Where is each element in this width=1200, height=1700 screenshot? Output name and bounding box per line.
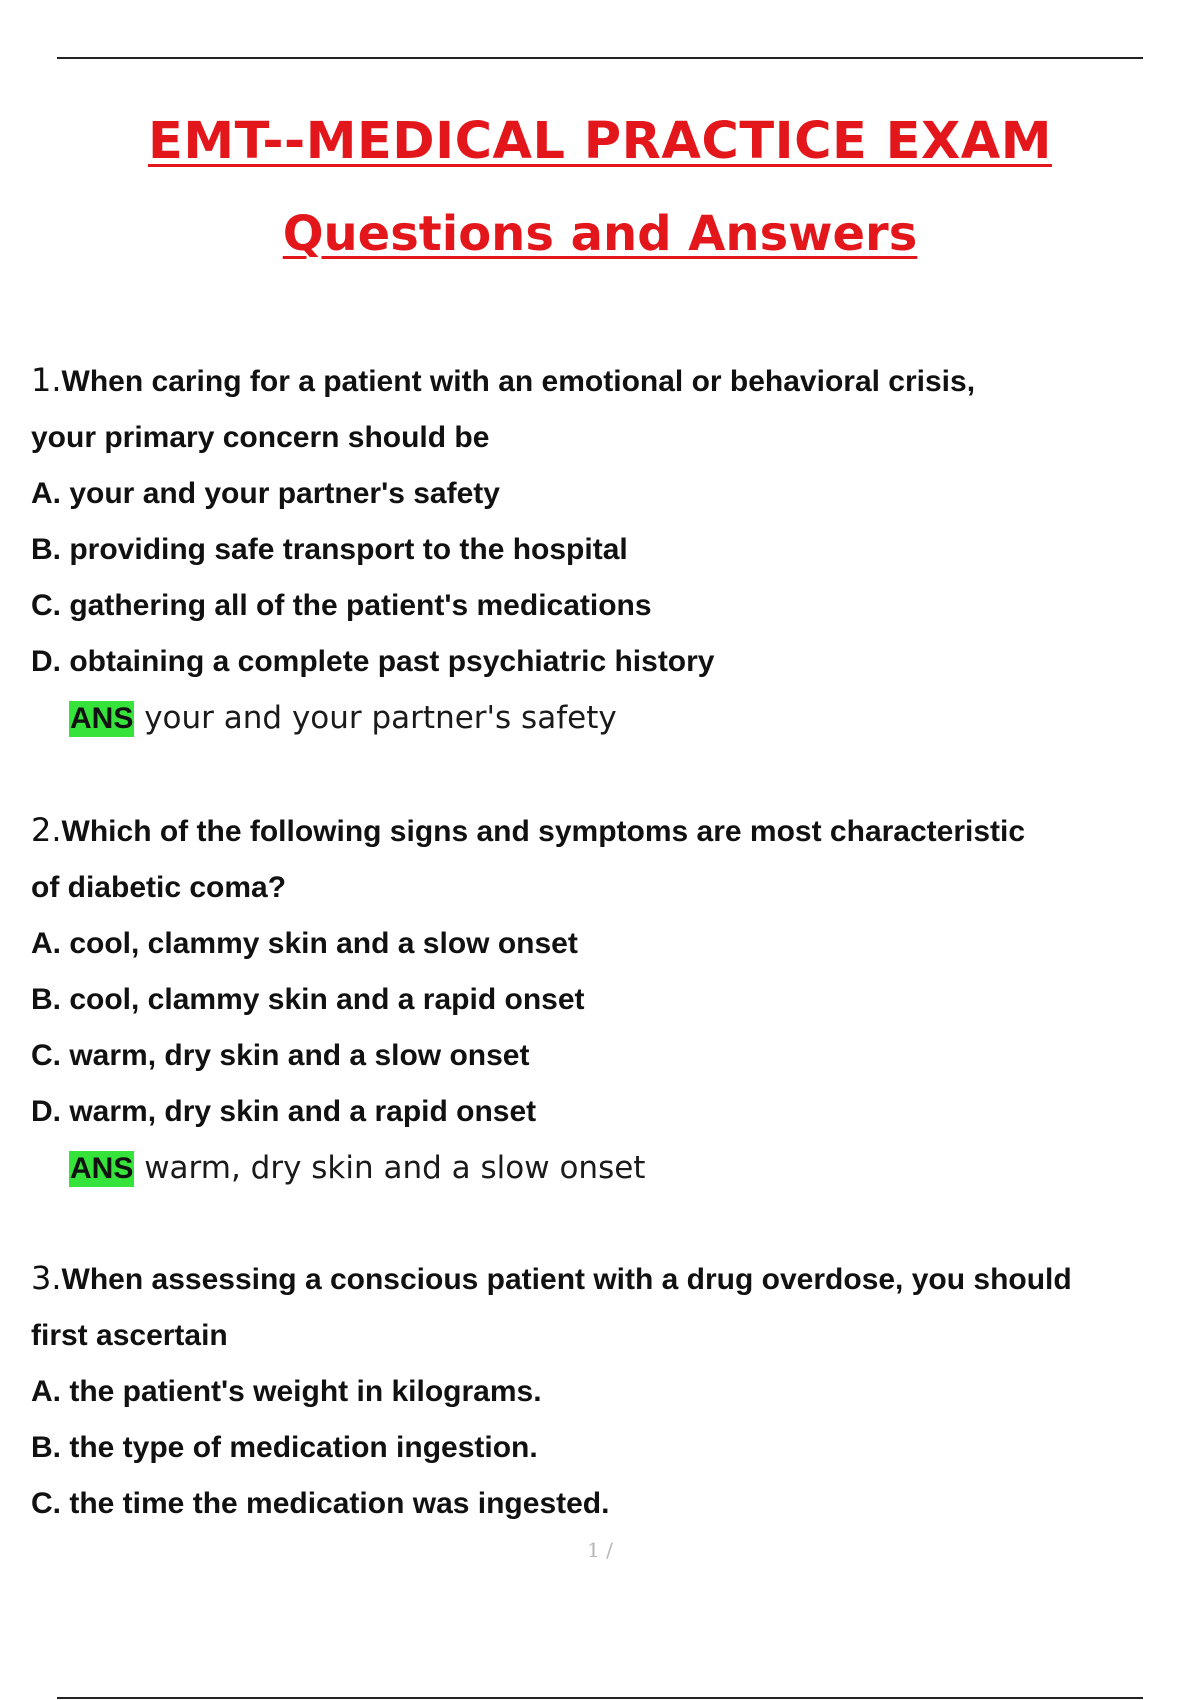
- question-line-2: of diabetic coma?: [31, 871, 287, 904]
- question-1: [31, 352, 1181, 746]
- option-c: [31, 1476, 1181, 1532]
- option-letter: D.: [31, 645, 61, 678]
- option-letter: A.: [31, 477, 61, 510]
- question-number: 2.: [31, 811, 62, 849]
- option-c: [31, 1028, 1181, 1084]
- answer-text: warm, dry skin and a slow onset: [144, 1150, 646, 1186]
- question-line-1: Which of the following signs and symptoms are most characteristic: [61, 815, 1026, 848]
- answer-badge: ANS: [70, 1152, 134, 1185]
- question-2: [31, 802, 1181, 1196]
- question-number: 3.: [31, 1259, 62, 1297]
- page-title: EMT--MEDICAL PRACTICE EXAM: [148, 112, 1052, 171]
- option-letter: B.: [31, 983, 61, 1016]
- question-text: [31, 352, 1181, 410]
- option-letter: A.: [31, 1375, 61, 1408]
- answer-line: [31, 1140, 1181, 1196]
- question-line-2: first ascertain: [31, 1319, 228, 1352]
- option-a: [31, 466, 1181, 522]
- option-letter: A.: [31, 927, 61, 960]
- top-rule: [57, 57, 1143, 59]
- option-letter: D.: [31, 1095, 61, 1128]
- question-number: 1.: [31, 361, 62, 399]
- bottom-rule: [57, 1697, 1143, 1699]
- option-letter: B.: [31, 533, 61, 566]
- question-text: [31, 802, 1181, 860]
- option-letter: C.: [31, 1039, 61, 1072]
- option-text: gathering all of the patient's medications: [69, 589, 652, 622]
- option-b: [31, 1420, 1181, 1476]
- option-b: [31, 972, 1181, 1028]
- question-line-1: When assessing a conscious patient with a drug overdose, you should: [61, 1263, 1072, 1296]
- option-text: the type of medication ingestion.: [69, 1431, 538, 1464]
- option-letter: B.: [31, 1431, 61, 1464]
- option-text: the patient's weight in kilograms.: [69, 1375, 542, 1408]
- answer-badge: ANS: [70, 702, 134, 735]
- option-text: warm, dry skin and a rapid onset: [69, 1095, 537, 1128]
- answer-line: [31, 690, 1181, 746]
- option-text: providing safe transport to the hospital: [69, 533, 628, 566]
- option-a: [31, 1364, 1181, 1420]
- option-text: warm, dry skin and a slow onset: [69, 1039, 530, 1072]
- option-text: obtaining a complete past psychiatric history: [69, 645, 715, 678]
- option-c: [31, 578, 1181, 634]
- option-d: [31, 1084, 1181, 1140]
- option-letter: C.: [31, 1487, 61, 1520]
- answer-text: your and your partner's safety: [144, 700, 617, 736]
- question-line-1: When caring for a patient with an emotional or behavioral crisis,: [61, 365, 976, 398]
- option-text: cool, clammy skin and a slow onset: [69, 927, 578, 960]
- question-line-2: your primary concern should be: [31, 421, 490, 454]
- question-text: [31, 1250, 1181, 1308]
- question-3: [31, 1250, 1181, 1532]
- option-text: cool, clammy skin and a rapid onset: [69, 983, 585, 1016]
- page-subtitle: Questions and Answers: [282, 206, 918, 262]
- option-d: [31, 634, 1181, 690]
- option-text: your and your partner's safety: [69, 477, 500, 510]
- option-a: [31, 916, 1181, 972]
- option-text: the time the medication was ingested.: [69, 1487, 610, 1520]
- option-letter: C.: [31, 589, 61, 622]
- page-number: 1 /: [587, 1538, 613, 1562]
- option-b: [31, 522, 1181, 578]
